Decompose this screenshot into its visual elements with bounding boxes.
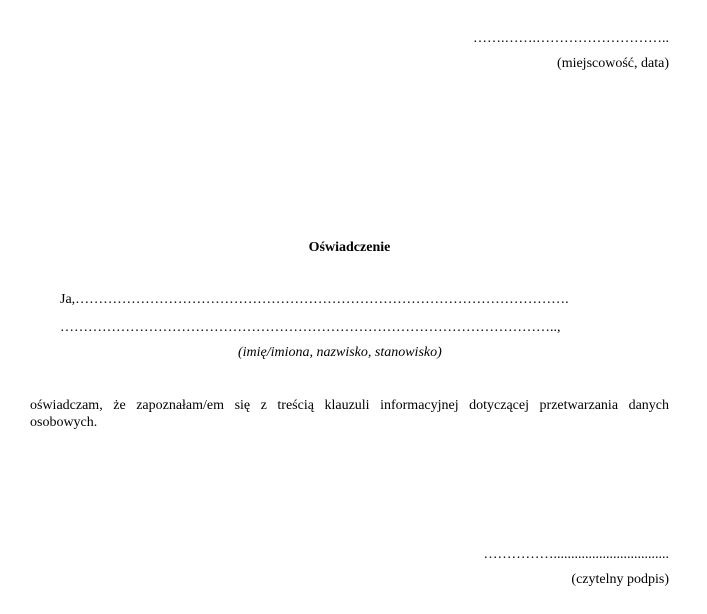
place-date-dots: …….…….……………………….. [473, 31, 669, 46]
signature-dots: ……………................................. [483, 547, 669, 562]
signature-label: (czytelny podpis) [571, 572, 669, 587]
statement-line-1: oświadczam, że zapoznałam/em się z treścią klauzuli informacyjnej dotyczącej przetwarzania danych [30, 398, 669, 413]
declarant-caption: (imię/imiona, nazwisko, stanowisko) [238, 345, 442, 360]
place-date-label: (miejscowość, data) [557, 56, 669, 71]
declarant-line-2: …………………………………………………………………………………………….., [60, 320, 561, 335]
declarant-line-1: Ja,……………………………………………………………………………………………. [60, 292, 569, 307]
statement-line-2: osobowych. [30, 415, 98, 430]
document-title: Oświadczenie [308, 240, 391, 255]
